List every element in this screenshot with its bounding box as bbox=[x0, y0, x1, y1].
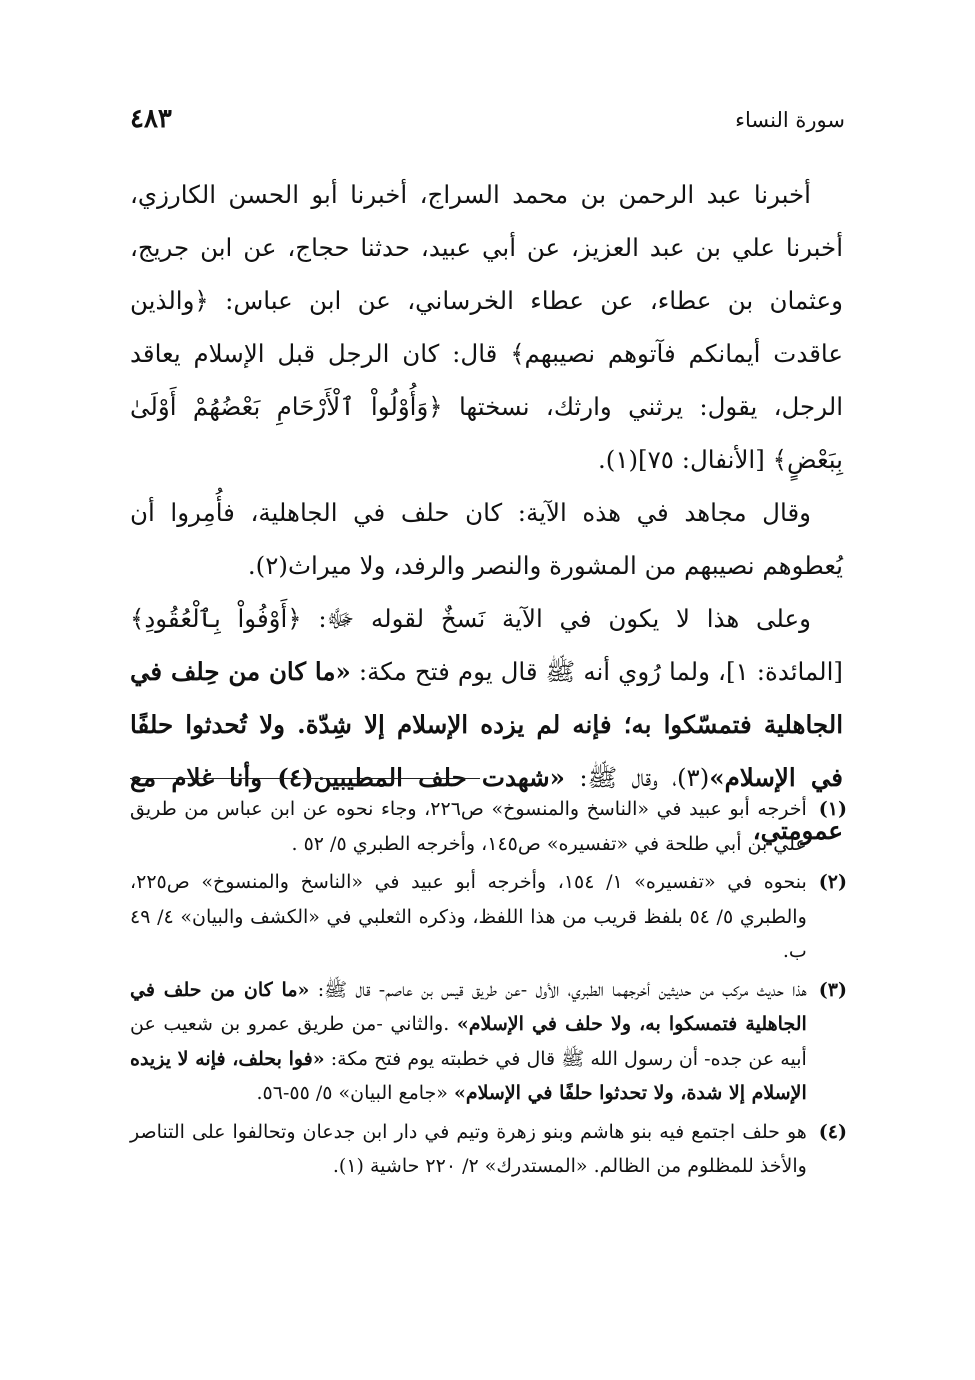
footnote-3-text-c: «جامع البيان» ٥/ ٥٥-٥٦. bbox=[256, 1082, 454, 1104]
footnote-text: هو حلف اجتمع فيه بنو هاشم وبنو زهرة وتيم في دار ابن جدعان وتحالفوا على التناصر والأخذ للمظلوم من الظالم. «المستدرك» ٢/ ٢٢٠ حاشية (١). bbox=[130, 1120, 807, 1177]
footnote-text bbox=[130, 973, 807, 1111]
footnote-3-text-a: هذا حديث مركب من حديثين أخرجهما الطبري، الأول -عن طريق قيس بن عاصم- قال ﷺ: bbox=[309, 978, 807, 1001]
page-number: ٤٨٣ bbox=[130, 104, 172, 134]
page-header bbox=[130, 104, 845, 134]
footnote-4 bbox=[130, 1115, 847, 1184]
footnote-3-text-b: .والثاني -من طريق عمرو بن شعيب عن أبيه عن جده- أن رسول الله ﷺ قال في خطبته يوم فتح مكة: bbox=[130, 1013, 807, 1070]
footnote-3 bbox=[130, 973, 847, 1111]
footnote-number: (٢) bbox=[818, 871, 847, 893]
hadith-quote-1: «ما كان من حِلف في الجاهلية فتمسّكوا به؛ فإنه لم يزده الإسلام إلا شِدّة. ولا تُحدثوا حلفًا في الإسلام» bbox=[130, 657, 843, 792]
footnote-text: أخرجه أبو عبيد في «الناسخ والمنسوخ» ص٢٢٦، وجاء نحوه عن ابن عباس من طريق علي بن أبي طلحة في «تفسيره» ص١٤٥، وأخرجه الطبري ٥/ ٥٢ . bbox=[130, 798, 807, 855]
hadith-quote-2: «شهدت حلف المطيبين(٤) وأنا غلام مع عمومتي، bbox=[130, 763, 843, 845]
paragraph-3-text-a: وعلى هذا لا يكون في الآية نَسخٌ لقوله ﷻ: ﴿أَوْفُواْ بِٱلْعُقُودِ﴾ [المائدة: ١]، ولما رُوي أنه ﷺ قال يوم فتح مكة: bbox=[130, 604, 843, 686]
footnote-1 bbox=[130, 792, 847, 861]
paragraph-3-text-b: (٣)، وقال ﷺ: bbox=[564, 763, 710, 792]
footnote-number: (٣) bbox=[818, 978, 847, 1001]
main-text bbox=[130, 168, 843, 857]
footnote-number: (١) bbox=[818, 798, 847, 820]
footnote-text: بنحوه في «تفسيره» ١/ ١٥٤، وأخرجه أبو عبيد في «الناسخ والمنسوخ» ص٢٢٥، والطبري ٥/ ٥٤ بلفظ قريب من هذا اللفظ، وذكره الثعلبي في «الكشف والبيان» ٤/ ٤٩ ب. bbox=[130, 871, 807, 962]
paragraph-1: أخبرنا عبد الرحمن بن محمد السراج، أخبرنا أبو الحسن الكارزي، أخبرنا علي بن عبد العزيز، عن أبي عبيد، حدثنا حجاج، عن ابن جريج، وعثمان بن عطاء، عن عطاء الخرساني، عن ابن عباس: ﴿والذين عاقدت أيمانكم فآتوهم نصيبهم﴾ قال: كان الرجل قبل الإسلام يعاقد الرجل، يقول: يرثني وارثك، نسختها ﴿وَأُوْلُواْ ٱلْأَرْحَامِ بَعْضُهُمْ أَوْلَىٰ بِبَعْضٍ﴾ [الأنفال: ٧٥](١). bbox=[130, 180, 843, 474]
footnotes bbox=[130, 792, 847, 1188]
footnote-2 bbox=[130, 865, 847, 969]
surah-title: سورة النساء bbox=[735, 108, 845, 132]
footnote-divider bbox=[130, 778, 480, 779]
footnote-3-quote-2: «فوا بحلف، فإنه لا يزيده الإسلام إلا شدة، ولا تحدثوا حلفًا في الإسلام» bbox=[130, 1047, 807, 1104]
footnote-number: (٤) bbox=[818, 1120, 847, 1143]
paragraph-2: وقال مجاهد في هذه الآية: كان حلف في الجاهلية، فأُمِروا أن يُعطوهم نصيبهم من المشورة والنصر والرفد، ولا ميراث(٢). bbox=[130, 498, 843, 580]
footnote-3-quote-1: «ما كان من حلف في الجاهلية فتمسكوا به، ولا حلف في الإسلام» bbox=[130, 978, 807, 1035]
